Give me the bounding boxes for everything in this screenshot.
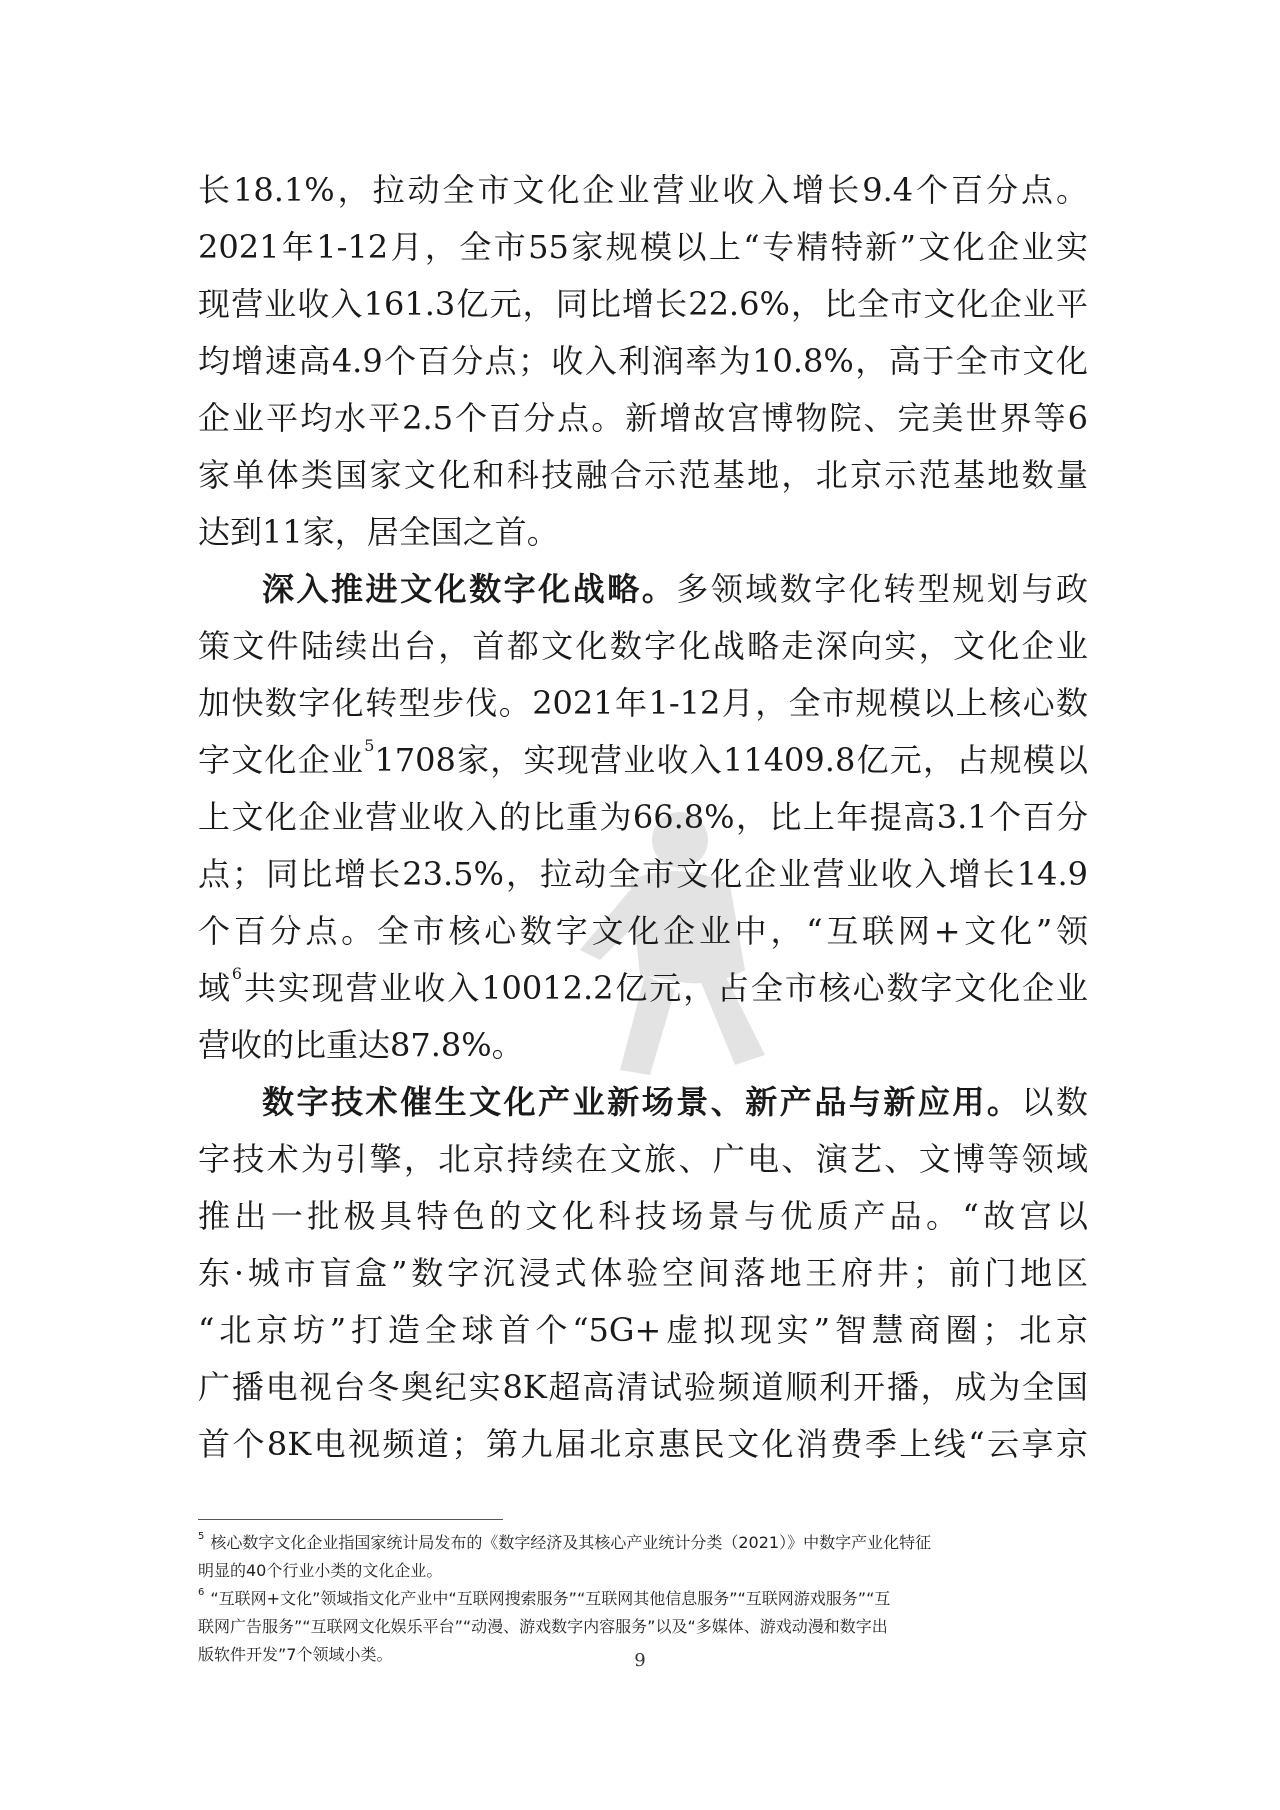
text-line: 字技术为引擎，北京持续在文旅、广电、演艺、文博等领域: [198, 1140, 1088, 1178]
text-line: 长18.1%，拉动全市文化企业营业收入增长9.4个百分点。: [198, 171, 1088, 209]
text-line: 推出一批极具特色的文化科技场景与优质产品。“故宫以: [198, 1197, 1088, 1235]
paragraph-heading: 深入推进文化数字化战略。: [262, 570, 677, 608]
text-line: [198, 732, 1088, 789]
text-line: 点；同比增长23.5%，拉动全市文化企业营业收入增长14.9: [198, 855, 1088, 893]
footnote-line: [198, 1585, 1088, 1613]
text-line: [198, 960, 1088, 1017]
text-line: 上文化企业营业收入的比重为66.8%，比上年提高3.1个百分: [198, 798, 1088, 836]
footnote-text: 核心数字文化企业指国家统计局发布的《数字经济及其核心产业统计分类（2021）》中数字产业化特征: [210, 1533, 932, 1552]
text-fragment: 共实现营业收入10012.2亿元，占全市核心数字文化企业: [242, 969, 1088, 1007]
text-line: 策文件陆续出台，首都文化数字化战略走深向实，文化企业: [198, 627, 1088, 665]
footnote-mark: 5: [198, 1531, 205, 1542]
text-line: 家单体类国家文化和科技融合示范基地，北京示范基地数量: [198, 456, 1088, 494]
footnote-divider: [198, 1519, 503, 1520]
text-line: 广播电视台冬奥纪实8K超高清试验频道顺利开播，成为全国: [198, 1368, 1088, 1406]
page-number: 9: [634, 1650, 646, 1671]
text-line: 营收的比重达87.8%。: [198, 1026, 524, 1064]
text-line: 个百分点。全市核心数字文化企业中，“互联网+文化”领: [198, 912, 1088, 950]
text-fragment: 1708家，实现营业收入11409.8亿元，占规模以: [374, 741, 1088, 779]
text-line: 企业平均水平2.5个百分点。新增故宫博物院、完美世界等6: [198, 399, 1088, 437]
text-line: 均增速高4.9个百分点；收入利润率为10.8%，高于全市文化: [198, 342, 1088, 380]
text-line: 东·城市盲盒”数字沉浸式体验空间落地王府井；前门地区: [198, 1254, 1088, 1292]
paragraph-first-line: [198, 561, 1088, 618]
text-line: 现营业收入161.3亿元，同比增长22.6%，比全市文化企业平: [198, 285, 1088, 323]
text-fragment: 以数: [1021, 1083, 1088, 1121]
text-line: 达到11家，居全国之首。: [198, 513, 559, 551]
footnote-ref[interactable]: 6: [231, 964, 243, 983]
text-fragment: 多领域数字化转型规划与政: [676, 570, 1088, 608]
text-fragment: 域: [198, 969, 232, 1007]
footnote-ref[interactable]: 5: [364, 736, 375, 755]
text-line: “北京坊”打造全球首个“5G+虚拟现实”智慧商圈；北京: [198, 1311, 1088, 1349]
footnote-line: 明显的40个行业小类的文化企业。: [198, 1561, 443, 1580]
footnote-line: 版软件开发”7个领域小类。: [198, 1645, 393, 1664]
text-line: 加快数字化转型步伐。2021年1-12月，全市规模以上核心数: [198, 684, 1088, 722]
footnotes: [198, 1529, 1088, 1669]
footnote-line: [198, 1529, 1088, 1557]
body-text: [198, 162, 1088, 1473]
text-line: 2021年1-12月，全市55家规模以上“专精特新”文化企业实: [198, 228, 1088, 266]
text-line: 首个8K电视频道；第九届北京惠民文化消费季上线“云享京: [198, 1425, 1088, 1463]
footnote-text: “互联网+文化”领域指文化产业中“互联网搜索服务”“互联网其他信息服务”“互联网游戏服务”“互: [210, 1589, 891, 1608]
text-fragment: 字文化企业: [198, 741, 365, 779]
paragraph-heading: 数字技术催生文化产业新场景、新产品与新应用。: [262, 1083, 1022, 1121]
footnote-line: 联网广告服务”“互联网文化娱乐平台”“动漫、游戏数字内容服务”以及“多媒体、游戏动漫和数字出: [198, 1617, 888, 1636]
paragraph-first-line: [198, 1074, 1088, 1131]
footnote-mark: 6: [198, 1587, 205, 1598]
